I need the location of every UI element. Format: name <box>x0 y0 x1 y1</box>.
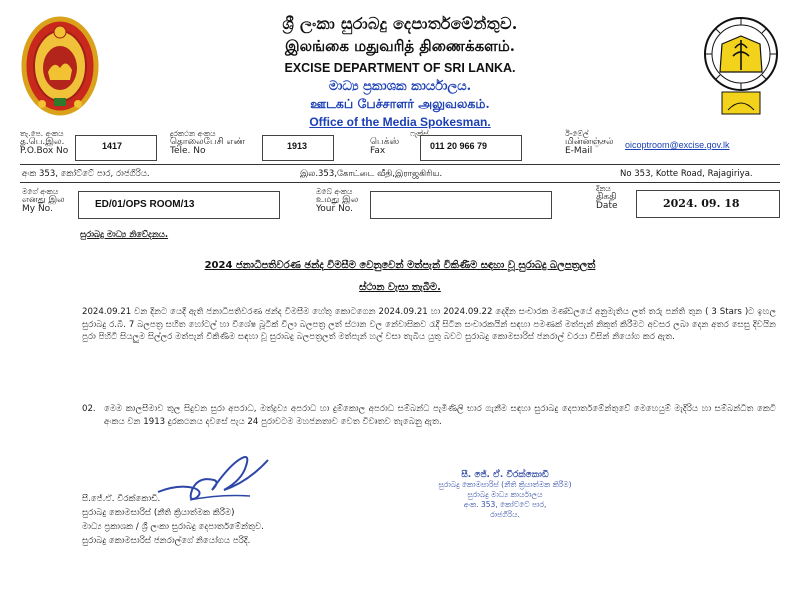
tele-label: දුරකථන අංකය தொலைபேசி எண் Tele. No <box>170 129 246 156</box>
address-english: No 353, Kotte Road, Rajagiriya. <box>620 169 753 179</box>
email-link[interactable]: oicoptroom@excise.gov.lk <box>625 140 730 150</box>
date-label: දිනය திகதி Date <box>596 184 618 211</box>
signature-block <box>82 492 482 548</box>
stamp-name: සී. ජේ. ඒ. වීරක්කොඩි <box>461 470 549 480</box>
stamp-line-5: රාජගිරිය. <box>490 510 520 519</box>
email-label: ඊ-මේල් மின்னஞ்சல் E-Mail <box>565 129 614 156</box>
signatory-role-2: මාධ්‍ය ප්‍රකාශක / ශ්‍රී ලංකා සුරාබදු දෙපාර්තමේන්තුව. <box>82 522 264 532</box>
letterhead <box>120 12 680 129</box>
sri-lanka-emblem-logo <box>20 14 100 118</box>
paragraph-2: මෙම කාලසීමාව තුල සිදුවන සුරා අපරාධ, මත්ද්‍රව්‍ය අපරාධ හා දුම්කොල අපරාධ සම්බන්ධ පැමිණිලි භාර ගැනීම සඳහා සුරාබදු දෙපාර්තමේන්තුවේ මෙහෙයුම් මැදිරිය හා සම්බන්ධිත කෙටි අංකය වන 1913 දුරකථනය දවසේ පැය 24 පුරාවටම මහජනතාව වෙත විවෘතව තැබෙනු ඇත. <box>104 404 776 427</box>
signatory-role: සුරාබදු කොමසාරිස් (නීති ක්‍රියාත්මක කිරීම) <box>82 508 235 518</box>
paragraph-1: 2024.09.21 වන දිනට යෙදී ඇති ජනාධිපතිවරණ ඡන්ද විමසීම හේතු කොටගෙන 2024.09.21 හා 2024.09.22 දෙදින සංචාරක මණ්ඩලයේ අනුමැතිය ලත් තරු පන්ති තුන ( 3 Stars )ට ඉහල සුරාබදු ර.බී. 7 බලපත්‍ර සහිත හෝටල් හා විශේෂ බූටික් විලා බලපත්‍ර ලත් ස්ථාන වල නේවාසිකව රැදී සිටින සංචාරකයින් සඳහා පමණක් මත්පැන් නිකුත් කිරීමට අවසර ලබා දෙන අතර සෙසු දිවයින පුරා පිහිටි සියලුම සිල්ලර මත්පැන් විකිණීම සඳහා වූ සුරාබදු බලපත්‍රලත් මත්පැන් හල් වසා තැබිය යුතු බවට සුරාබදු කොමසාරිස් ජනරාල් වරයා විසින් නියෝග කර ඇත. <box>82 307 776 343</box>
address-sinhala: අංක 353, කෝට්ටේ පාර, රාජගිරිය. <box>22 169 150 179</box>
stamp-line-3: සුරාබදු මාධ්‍ය කාර්යාලය <box>467 490 543 499</box>
pobox-label: තැ.පෙ. අංකය த.பெ.இல. P.O.Box No <box>20 129 69 156</box>
excise-department-seal-logo <box>700 14 782 118</box>
office-name-english: Office of the Media Spokesman. <box>309 115 491 129</box>
notice-title-line-1: 2024 ජනාධිපතිවරණ ඡන්ද විමසීම වෙනුවෙන් මත්පැන් විකිණීම සඳහා වූ සුරාබදු බලපත්‍රලත් <box>204 260 596 271</box>
paragraph-2-number: 02. <box>82 404 96 414</box>
fax-value: 011 20 966 79 <box>430 141 488 151</box>
notice-heading: සුරාබදු මාධ්‍ය නිවේදනය. <box>80 230 169 240</box>
notice-title-line-2: ස්ථාන වැසා තැබීම. <box>359 282 441 293</box>
tele-value: 1913 <box>287 141 308 151</box>
stamp-line-4: අංක. 353, කෝට්ටේ පාර, <box>463 500 547 509</box>
signatory-name: සී.ජේ.ඒ. වීරක්කොඩි. <box>82 494 161 504</box>
dept-name-english: EXCISE DEPARTMENT OF SRI LANKA. <box>284 61 516 75</box>
official-stamp <box>430 470 580 520</box>
your-no-label: ඔබේ අංකය உமது இல Your No. <box>316 187 359 214</box>
notice-title <box>60 255 740 299</box>
dept-name-tamil: இலங்கை மதுவரித் திணைக்களம். <box>284 37 515 55</box>
fax-label: ෆැක්ස් பெக்ஸ் Fax <box>370 129 429 156</box>
my-no-value: ED/01/OPS ROOM/13 <box>95 199 195 210</box>
stamp-line-2: සුරාබදු කොමසාරිස් (නීති ක්‍රියාත්මක කිරීම) <box>438 480 572 489</box>
your-no-box <box>370 191 552 219</box>
office-name-sinhala: මාධ්‍ය ප්‍රකාශක කාර්යාලය. <box>328 79 472 94</box>
signatory-role-3: සුරාබදු කොමසාරිස් ජනරාල්ගේ නියෝගය පරිදි. <box>82 536 251 546</box>
office-name-tamil: ஊடகப் பேச்சாளர் அலுவலகம். <box>310 96 490 111</box>
divider <box>20 182 780 183</box>
dept-name-sinhala: ශ්‍රී ලංකා සුරාබදු දෙපාර්තමේන්තුව. <box>282 14 518 33</box>
divider <box>20 164 780 165</box>
date-value: 2024. 09. 18 <box>663 197 740 210</box>
my-no-label: මගේ අංකය எனது இல My No. <box>22 187 65 214</box>
pobox-value: 1417 <box>102 141 123 151</box>
address-tamil: இல.353,கோட்டை வீதி,இராஜகிரிய. <box>300 169 443 179</box>
